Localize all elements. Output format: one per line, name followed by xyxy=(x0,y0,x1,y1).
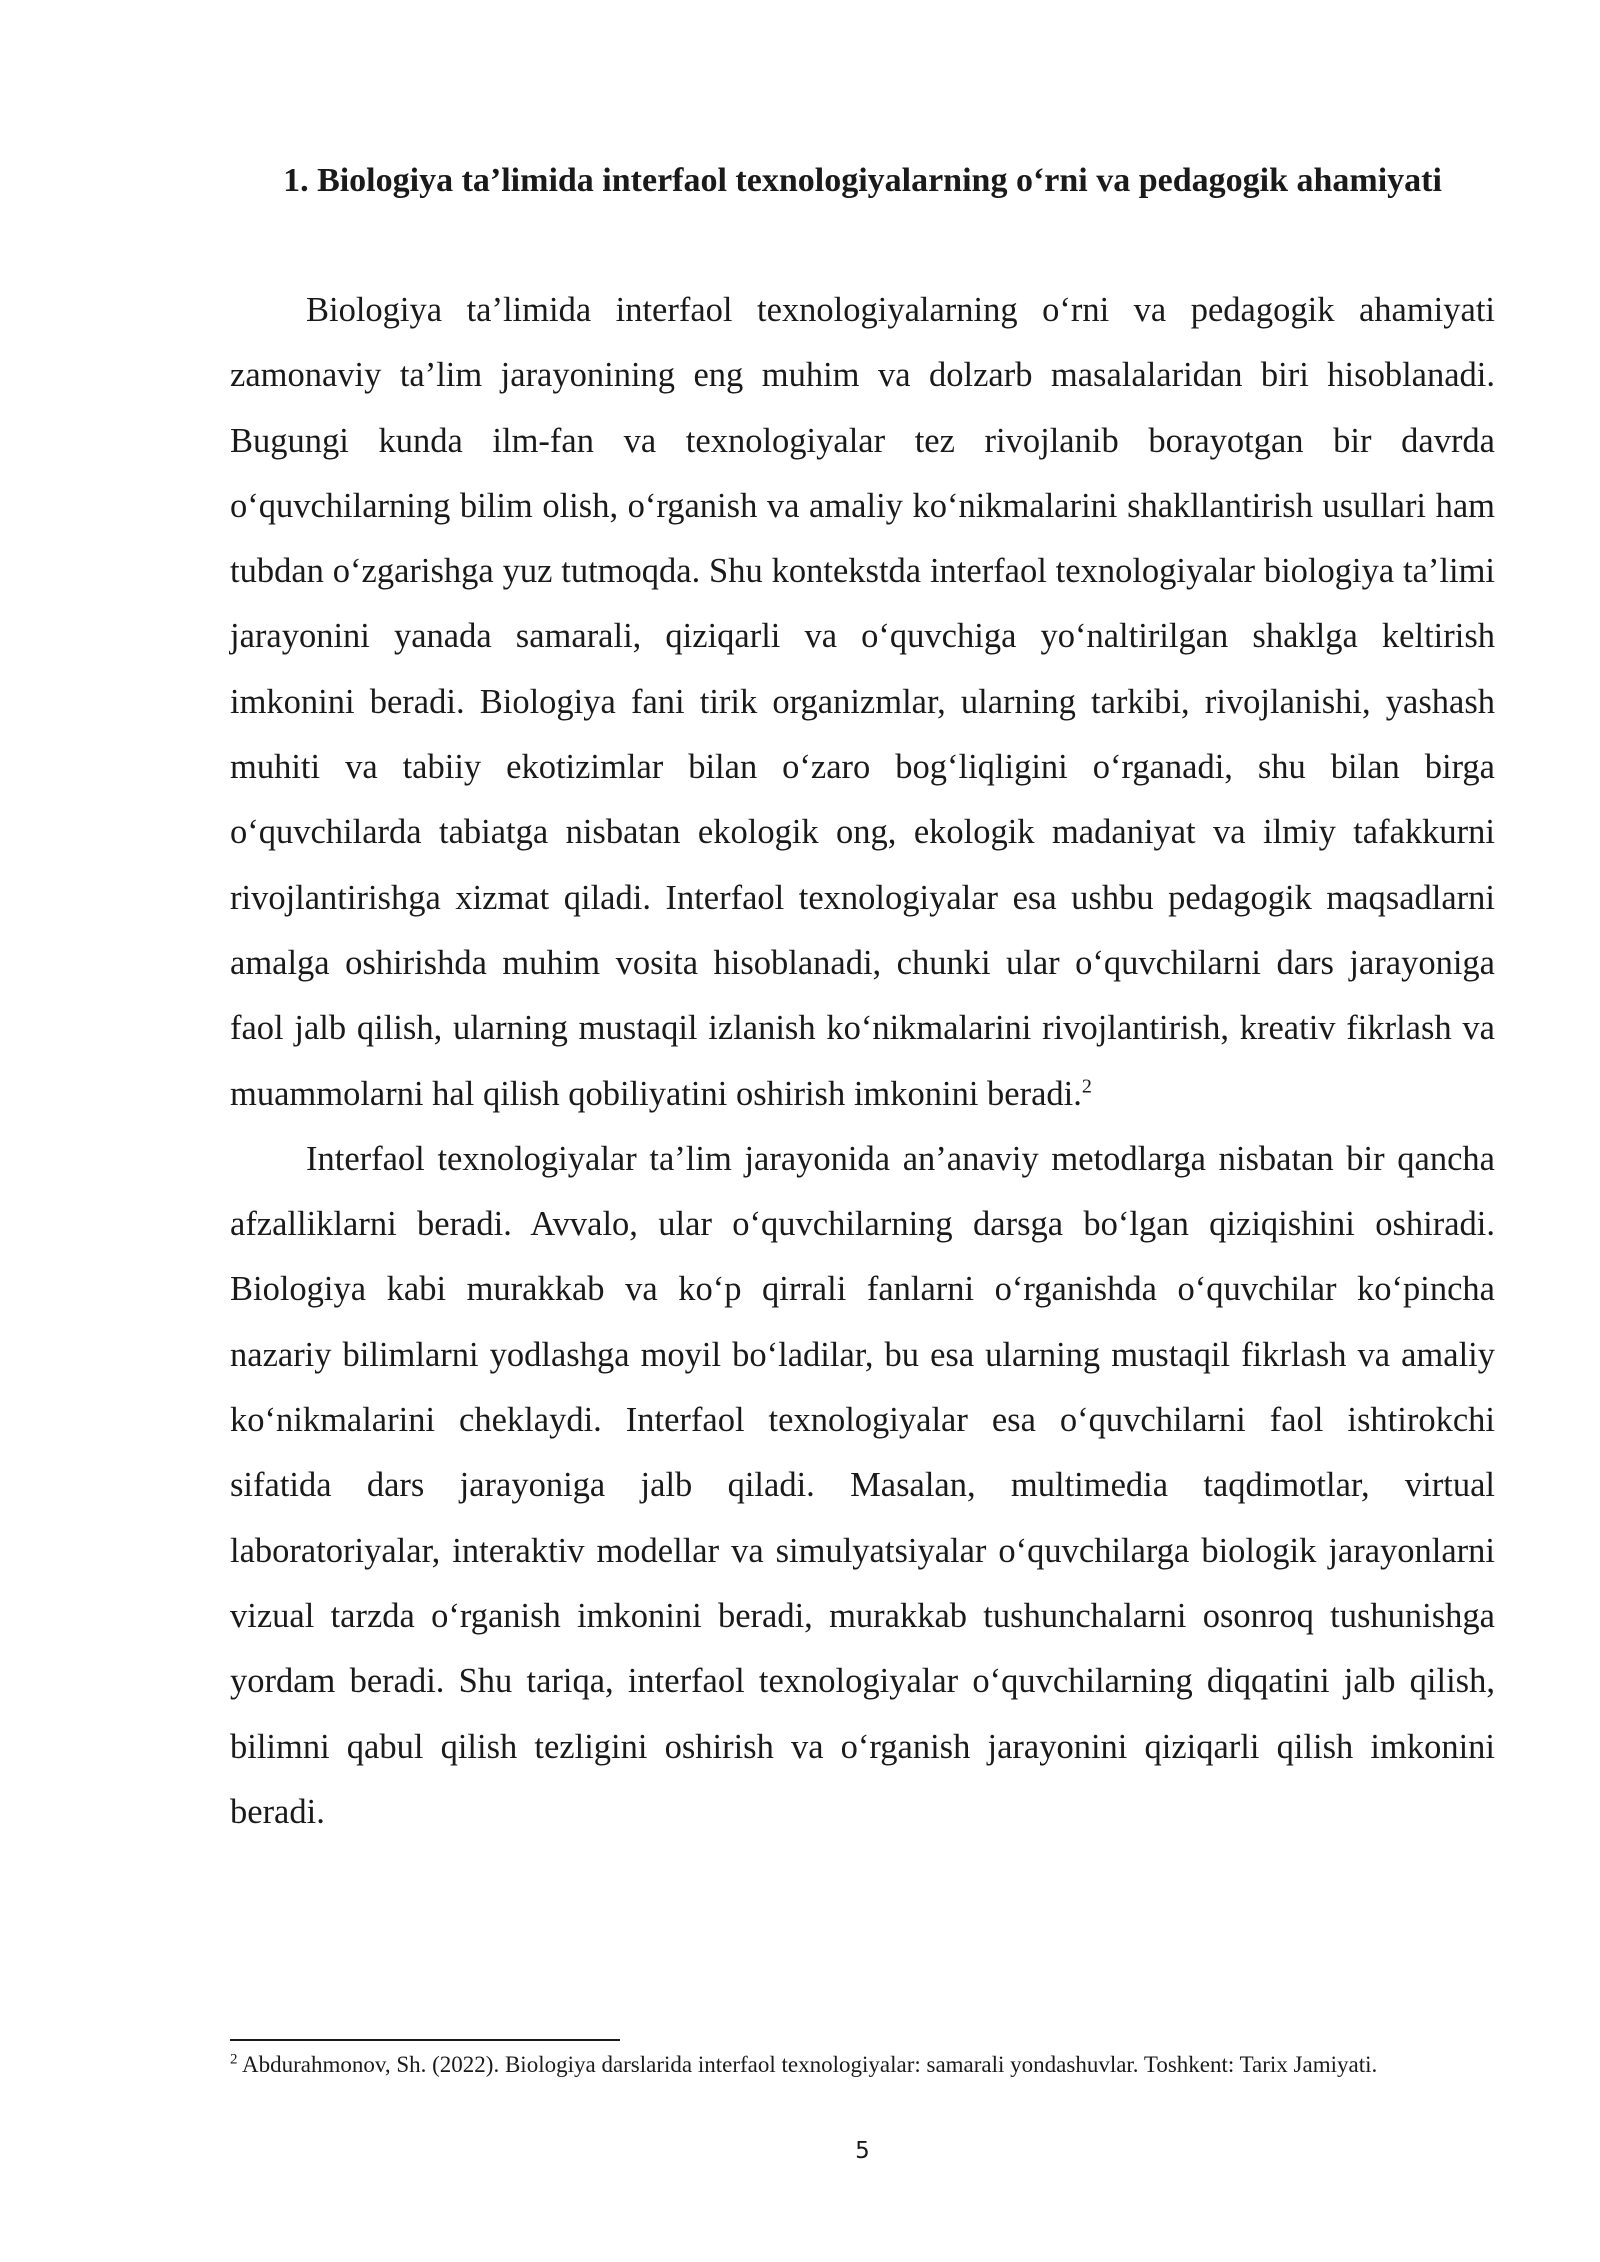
footnote-reference: 2 xyxy=(1081,1075,1092,1098)
footnote-text: Abdurahmonov, Sh. (2022). Biologiya darslarida interfaol texnologiyalar: samarali yondashuvlar. Toshkent: Tarix Jamiyati. xyxy=(241,2052,1378,2077)
footnote-mark: 2 xyxy=(230,2051,238,2068)
page-number: 5 xyxy=(855,2138,870,2164)
footnote-separator xyxy=(230,2039,620,2041)
paragraph-1 xyxy=(230,278,1495,1127)
paragraph-2 xyxy=(230,1127,1495,1845)
paragraph-2-text: Interfaol texnologiyalar ta’lim jarayonida an’anaviy metodlarga nisbatan bir qancha afzalliklarni beradi. Avvalo, ular o‘quvchilarning darsga bo‘lgan qiziqishini oshiradi. Biologiya kabi murakkab va ko‘p qirrali fanlarni o‘rganishda o‘quvchilar ko‘pincha nazariy bilimlarni yodlashga moyil bo‘ladilar, bu esa ularning mustaqil fikrlash va amaliy ko‘nikmalarini cheklaydi. Interfaol texnologiyalar esa o‘quvchilarni faol ishtirokchi sifatida dars jarayoniga jalb qiladi. Masalan, multimedia taqdimotlar, virtual laboratoriyalar, interaktiv modellar va simulyatsiyalar o‘quvchilarga biologik jarayonlarni vizual tarzda o‘rganish imkonini beradi, murakkab tushunchalarni osonroq tushunishga yordam beradi. Shu tariqa, interfaol texnologiyalar o‘quvchilarning diqqatini jalb qilish, bilimni qabul qilish tezligini oshirish va o‘rganish jarayonini qiziqarli qilish imkonini beradi. xyxy=(230,1139,1495,1831)
section-heading: 1. Biologiya ta’limida interfaol texnologiyalarning o‘rni va pedagogik ahamiyati xyxy=(283,162,1442,199)
footnote xyxy=(230,2050,1495,2080)
body-text xyxy=(230,278,1495,1845)
paragraph-1-text: Biologiya ta’limida interfaol texnologiyalarning o‘rni va pedagogik ahamiyati zamonaviy ta’lim jarayonining eng muhim va dolzarb masalalaridan biri hisoblanadi. Bugungi kunda ilm-fan va texnologiyalar tez rivojlanib borayotgan bir davrda o‘quvchilarning bilim olish, o‘rganish va amaliy ko‘nikmalarini shakllantirish usullari ham tubdan o‘zgarishga yuz tutmoqda. Shu kontekstda interfaol texnologiyalar biologiya ta’limi jarayonini yanada samarali, qiziqarli va o‘quvchiga yo‘naltirilgan shaklga keltirish imkonini beradi. Biologiya fani tirik organizmlar, ularning tarkibi, rivojlanishi, yashash muhiti va tabiiy ekotizimlar bilan o‘zaro bog‘liqligini o‘rganadi, shu bilan birga o‘quvchilarda tabiatga nisbatan ekologik ong, ekologik madaniyat va ilmiy tafakkurni rivojlantirishga xizmat qiladi. Interfaol texnologiyalar esa ushbu pedagogik maqsadlarni amalga oshirishda muhim vosita hisoblanadi, chunki ular o‘quvchilarni dars jarayoniga faol jalb qilish, ularning mustaqil izlanish ko‘nikmalarini rivojlantirish, kreativ fikrlash va muammolarni hal qilish qobiliyatini oshirish imkonini beradi. xyxy=(230,291,1495,1113)
